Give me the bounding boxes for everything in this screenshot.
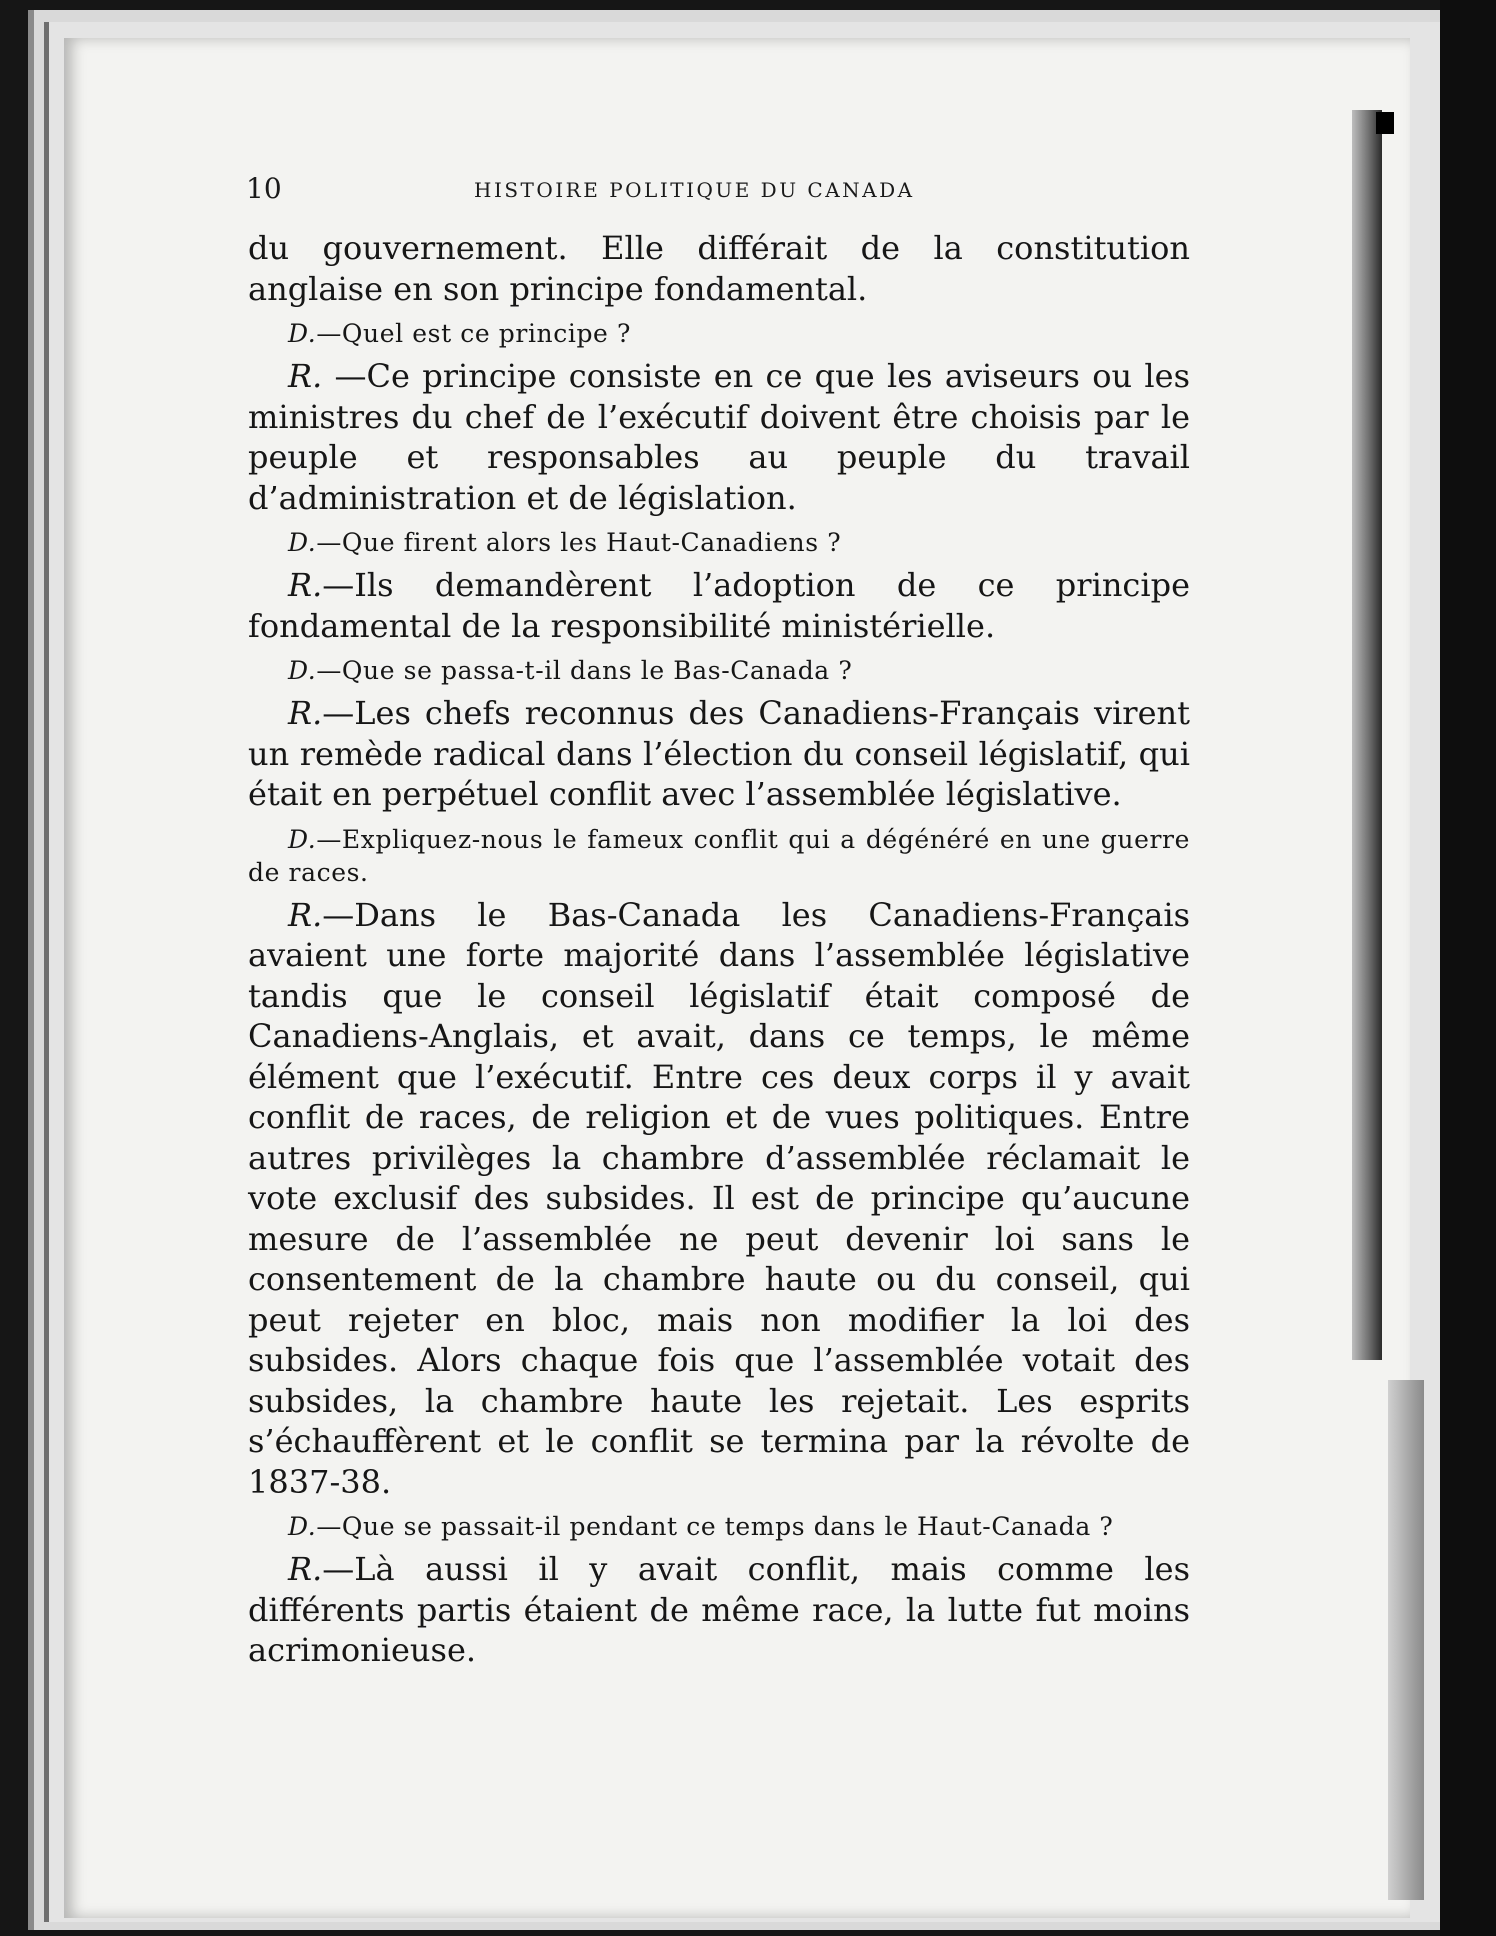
- answer-marker: R.: [288, 694, 323, 732]
- question-marker: D.: [288, 319, 317, 348]
- answer-text: —Les chefs reconnus des Canadiens-Français virent un remède radical dans l’élection du conseil législatif, qui était en perpétuel conflit avec l’assemblée législative.: [248, 694, 1190, 813]
- answer-4: [248, 895, 1190, 1503]
- question-3: [248, 654, 1190, 687]
- question-marker: D.: [288, 656, 317, 685]
- question-marker: D.: [288, 1512, 317, 1541]
- question-text: —Quel est ce principe ?: [316, 319, 632, 348]
- scanner-edge: [1440, 0, 1496, 1936]
- question-text: —Que se passait-il pendant ce temps dans le Haut-Canada ?: [316, 1512, 1114, 1541]
- book-gutter-lower: [1388, 1380, 1424, 1900]
- question-1: [248, 317, 1190, 350]
- answer-marker: R.: [288, 566, 323, 604]
- answer-marker: R.: [288, 357, 323, 395]
- question-marker: D.: [288, 824, 317, 854]
- answer-marker: R.: [288, 895, 323, 934]
- running-head: [246, 172, 956, 206]
- answer-3: [248, 693, 1190, 815]
- answer-text: —Ce principe consiste en ce que les aviseurs ou les ministres du chef de l’exécutif doivent être choisis par le peuple et responsables au peuple du travail d’administration et de législation.: [248, 357, 1190, 517]
- answer-text: —Ils demandèrent l’adoption de ce principe fondamental de la responsibilité ministérielle.: [248, 566, 1190, 645]
- question-5: [248, 1510, 1190, 1543]
- answer-text: —Dans le Bas-Canada les Canadiens-Français avaient une forte majorité dans l’assemblée législative tandis que le conseil législatif était composé de Canadiens-Anglais, et avait, dans ce temps, le même élément que l’exécutif. Entre ces deux corps il y avait conflit de races, de religion et de vues politiques. Entre autres privilèges la chambre d’assemblée réclamait le vote exclusif des subsides. Il est de principe qu’aucune mesure de l’assemblée ne peut devenir loi sans le consentement de la chambre haute ou du conseil, qui peut rejeter en bloc, mais non modifier la loi des subsides. Alors chaque fois que l’assemblée votait des subsides, la chambre haute les rejetait. Les esprits s’échauffèrent et le conflit se termina par la révolte de 1837-38.: [248, 895, 1190, 1501]
- running-title: HISTOIRE POLITIQUE DU CANADA: [474, 178, 915, 202]
- answer-text: —Là aussi il y avait conflit, mais comme les différents partis étaient de même race, la lutte fut moins acrimonieuse.: [248, 1550, 1190, 1669]
- page-text: [248, 228, 1190, 1679]
- answer-marker: R.: [288, 1550, 323, 1588]
- answer-2: [248, 565, 1190, 646]
- question-text: —Que firent alors les Haut-Canadiens ?: [316, 528, 842, 557]
- question-text: —Expliquez-nous le fameux conflit qui a dégénéré en une guerre de races.: [248, 824, 1190, 887]
- book-gutter-shadow: [1352, 110, 1382, 1360]
- question-4: [248, 823, 1190, 889]
- question-text: —Que se passa-t-il dans le Bas-Canada ?: [316, 656, 853, 685]
- question-2: [248, 526, 1190, 559]
- continued-paragraph: du gouvernement. Elle différait de la constitution anglaise en son principe fondamental.: [248, 229, 1190, 308]
- answer-1: [248, 356, 1190, 518]
- question-marker: D.: [288, 528, 317, 557]
- scan-mark: [1376, 112, 1394, 134]
- page-number: 10: [246, 172, 282, 205]
- answer-5: [248, 1549, 1190, 1671]
